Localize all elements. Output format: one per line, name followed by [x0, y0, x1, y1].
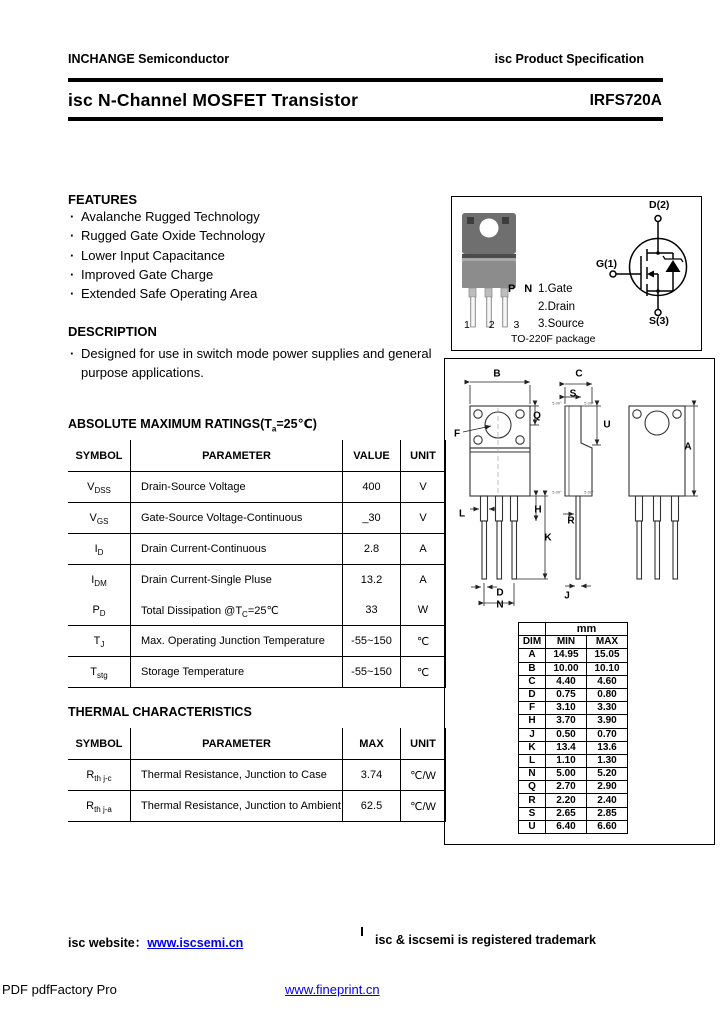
column-header: MIN	[546, 636, 587, 649]
part-number: IRFS720A	[589, 92, 662, 109]
column-header: VALUE	[343, 440, 401, 472]
value-cell: -55~150	[343, 626, 401, 657]
max-cell: 5.20	[587, 768, 628, 781]
max-cell: 10.10	[587, 662, 628, 675]
thermal-table-mount	[68, 728, 446, 822]
description-heading: DESCRIPTION	[68, 324, 157, 339]
column-header: SYMBOL	[68, 728, 131, 760]
dim-label-J: J	[564, 590, 570, 602]
max-cell: 3.90	[587, 715, 628, 728]
page-title: isc N-Channel MOSFET Transistor	[68, 90, 359, 110]
symbol-cell: $V_{GS}$	[68, 503, 131, 534]
features-section	[68, 192, 448, 303]
parameter-cell: Drain Current-Continuous	[131, 534, 343, 565]
symbol-cell: $I_{DM}$	[91, 574, 107, 589]
unit-header: mm	[546, 623, 628, 636]
dimension-row	[519, 781, 628, 794]
dimension-row	[519, 754, 628, 767]
dim-label-A: A	[684, 441, 692, 453]
dim-cell: J	[519, 728, 546, 741]
column-header: UNIT	[401, 440, 446, 472]
dimension-row	[519, 820, 628, 833]
unit-cell: A	[401, 565, 446, 596]
column-header: MAX	[587, 636, 628, 649]
unit-cell: W	[401, 595, 446, 626]
dimension-row	[519, 728, 628, 741]
dim-label-C: C	[575, 368, 583, 380]
dim-cell: H	[519, 715, 546, 728]
header-rule-top	[68, 78, 663, 82]
min-cell: 6.40	[546, 820, 587, 833]
dim-cell: L	[519, 754, 546, 767]
outline-drawing	[445, 359, 714, 619]
min-cell: 3.70	[546, 715, 587, 728]
mosfet-symbol	[610, 216, 687, 316]
min-cell: 2.70	[546, 781, 587, 794]
dim-cell: C	[519, 675, 546, 688]
dim-label-R: R	[567, 515, 575, 527]
pin-numbers: 1 2 3	[464, 319, 528, 331]
dim-label-L: L	[458, 508, 466, 520]
separator-tick	[361, 927, 363, 936]
min-cell: 0.75	[546, 688, 587, 701]
min-cell: 0.50	[546, 728, 587, 741]
dimension-table	[518, 622, 628, 834]
unit-cell: ℃/W	[401, 760, 446, 791]
feature-item: · Extended Safe Operating Area	[68, 284, 448, 303]
parameter-cell: Thermal Resistance, Junction to Case	[131, 760, 343, 791]
feature-item: · Lower Input Capacitance	[68, 246, 448, 265]
dimension-row	[519, 702, 628, 715]
value-cell: _30	[343, 503, 401, 534]
source-terminal-label: S(3)	[649, 315, 669, 327]
dimension-row	[519, 688, 628, 701]
parameter-cell: Drain Current-Single Pluse	[131, 565, 343, 596]
drain-terminal-label: D(2)	[649, 199, 670, 211]
parameter-cell: Gate-Source Voltage-Continuous	[131, 503, 343, 534]
package-name: TO-220F package	[511, 333, 596, 345]
dim-label-Q: Q	[533, 410, 541, 422]
dim-label-S: S	[569, 388, 577, 400]
min-cell: 2.20	[546, 794, 587, 807]
mechanical-drawing-box	[444, 358, 715, 845]
unit-cell: ℃	[401, 626, 446, 657]
pin-list	[538, 281, 584, 334]
dim-label-D: D	[496, 587, 504, 599]
angle-note: 5.00°	[552, 400, 562, 406]
symbol-cell: $T_{stg}$	[68, 657, 131, 688]
min-cell: 3.10	[546, 702, 587, 715]
dim-label-H: H	[534, 504, 542, 516]
dim-cell: K	[519, 741, 546, 754]
min-cell: 2.65	[546, 807, 587, 820]
dim-cell: R	[519, 794, 546, 807]
pin-source: 3.Source	[538, 318, 585, 330]
value-cell: 13.2	[343, 565, 401, 596]
features-heading: FEATURES	[68, 192, 138, 207]
feature-item: · Rugged Gate Oxide Technology	[68, 226, 448, 245]
dimension-row	[519, 649, 628, 662]
features-list	[68, 207, 448, 303]
trademark-text: isc & iscsemi is registered trademark	[375, 933, 596, 947]
pin-drain: 2.Drain	[538, 300, 576, 313]
table-row	[68, 503, 446, 534]
blank-cell	[519, 623, 546, 636]
description-section	[68, 324, 446, 383]
dim-cell: N	[519, 768, 546, 781]
value-cell: 33	[343, 595, 401, 626]
symbol-cell: $P_D$	[68, 595, 131, 626]
absolute-maximum-ratings-table	[68, 440, 446, 688]
dimension-row	[519, 794, 628, 807]
max-cell: 0.80	[587, 688, 628, 701]
column-header: MAX	[343, 728, 401, 760]
dimension-row	[519, 715, 628, 728]
min-cell: 14.95	[546, 649, 587, 662]
dim-label-U: U	[603, 419, 611, 431]
dim-cell: S	[519, 807, 546, 820]
header-rule-bottom	[68, 117, 663, 121]
symbol-cell: $R_{th j-c}$	[68, 760, 131, 791]
unit-cell: A	[401, 534, 446, 565]
parameter-cell: Thermal Resistance, Junction to Ambient	[131, 791, 343, 822]
max-cell: 15.05	[587, 649, 628, 662]
max-cell: 2.40	[587, 794, 628, 807]
value-cell: -55~150	[343, 657, 401, 688]
dim-cell: U	[519, 820, 546, 833]
dimension-row	[519, 662, 628, 675]
dim-cell: D	[519, 688, 546, 701]
unit-cell: ℃/W	[401, 791, 446, 822]
description-text: · Designed for use in switch mode power supplies and general purpose applications.	[68, 344, 446, 383]
feature-item: · Avalanche Rugged Technology	[68, 207, 448, 226]
angle-note: 5.00°	[584, 489, 594, 495]
max-cell: 3.30	[587, 702, 628, 715]
thermal-characteristics-table	[68, 728, 446, 822]
min-cell: 1.10	[546, 754, 587, 767]
column-header: PARAMETER	[131, 728, 343, 760]
value-cell: 400	[343, 472, 401, 503]
unit-cell: ℃	[401, 657, 446, 688]
table-row	[68, 760, 446, 791]
printer-text: PDF pdfFactory Pro	[2, 982, 117, 997]
pin-gate: 1.Gate	[538, 283, 573, 295]
dim-cell: F	[519, 702, 546, 715]
dim-label-F: F	[453, 428, 461, 440]
dim-label-N: N	[496, 599, 504, 611]
angle-note: 5.00°	[584, 400, 594, 406]
max-cell: 0.70	[587, 728, 628, 741]
company-name: INCHANGE Semiconductor	[68, 52, 230, 66]
thermal-heading: THERMAL CHARACTERISTICS	[68, 705, 252, 719]
table-row	[68, 472, 446, 503]
pn-label: P N	[508, 283, 536, 295]
dim-cell: A	[519, 649, 546, 662]
dim-cell: Q	[519, 781, 546, 794]
parameter-cell: Storage Temperature	[131, 657, 343, 688]
table-row	[68, 657, 446, 688]
website-line	[68, 933, 243, 951]
symbol-cell: $R_{th j-a}$	[68, 791, 131, 822]
dimension-row	[519, 741, 628, 754]
parameter-cell: Drain-Source Voltage	[131, 472, 343, 503]
min-cell: 4.40	[546, 675, 587, 688]
column-header: PARAMETER	[131, 440, 343, 472]
package-box	[451, 196, 702, 351]
column-header: DIM	[519, 636, 546, 649]
parameter-cell: Max. Operating Junction Temperature	[131, 626, 343, 657]
min-cell: 10.00	[546, 662, 587, 675]
min-cell: 13.4	[546, 741, 587, 754]
website-label: isc website：	[68, 936, 148, 950]
max-cell: 13.6	[587, 741, 628, 754]
column-header: UNIT	[401, 728, 446, 760]
abs-max-heading: ABSOLUTE MAXIMUM $RATINGS(T_a=25℃)$	[68, 417, 317, 434]
max-cell: 2.90	[587, 781, 628, 794]
max-cell: 2.85	[587, 807, 628, 820]
to220f-photo-illustration	[462, 213, 516, 327]
dim-table-mount	[518, 622, 628, 834]
angle-note: 5.00°	[552, 489, 562, 495]
max-cell: 6.60	[587, 820, 628, 833]
fineprint-link[interactable]: www.fineprint.cn	[285, 982, 380, 997]
column-header: SYMBOL	[68, 440, 131, 472]
min-cell: 5.00	[546, 768, 587, 781]
dim-cell: B	[519, 662, 546, 675]
value-cell: 2.8	[343, 534, 401, 565]
table-row	[68, 595, 446, 626]
website-link[interactable]: www.iscsemi.cn	[147, 936, 244, 950]
unit-cell: V	[401, 472, 446, 503]
dimension-row	[519, 768, 628, 781]
value-cell: 3.74	[343, 760, 401, 791]
table-row	[68, 534, 446, 565]
table-row	[68, 565, 446, 596]
parameter-cell: Total Dissipation $@T_C=25℃$	[131, 595, 343, 626]
table-row	[68, 626, 446, 657]
symbol-cell: $I_D$	[68, 534, 131, 565]
dim-label-B: B	[493, 368, 501, 380]
max-cell: 1.30	[587, 754, 628, 767]
max-cell: 4.60	[587, 675, 628, 688]
table-row	[68, 791, 446, 822]
unit-cell: V	[401, 503, 446, 534]
gate-terminal-label: G(1)	[596, 258, 617, 270]
symbol-cell: $T_J$	[68, 626, 131, 657]
dimension-row	[519, 675, 628, 688]
dimension-row	[519, 807, 628, 820]
dim-label-K: K	[544, 532, 552, 544]
symbol-cell: $V_{DSS}$	[68, 472, 131, 503]
feature-item: · Improved Gate Charge	[68, 265, 448, 284]
abs-max-table-mount	[68, 440, 446, 688]
value-cell: 62.5	[343, 791, 401, 822]
spec-label: isc Product Specification	[494, 52, 644, 66]
